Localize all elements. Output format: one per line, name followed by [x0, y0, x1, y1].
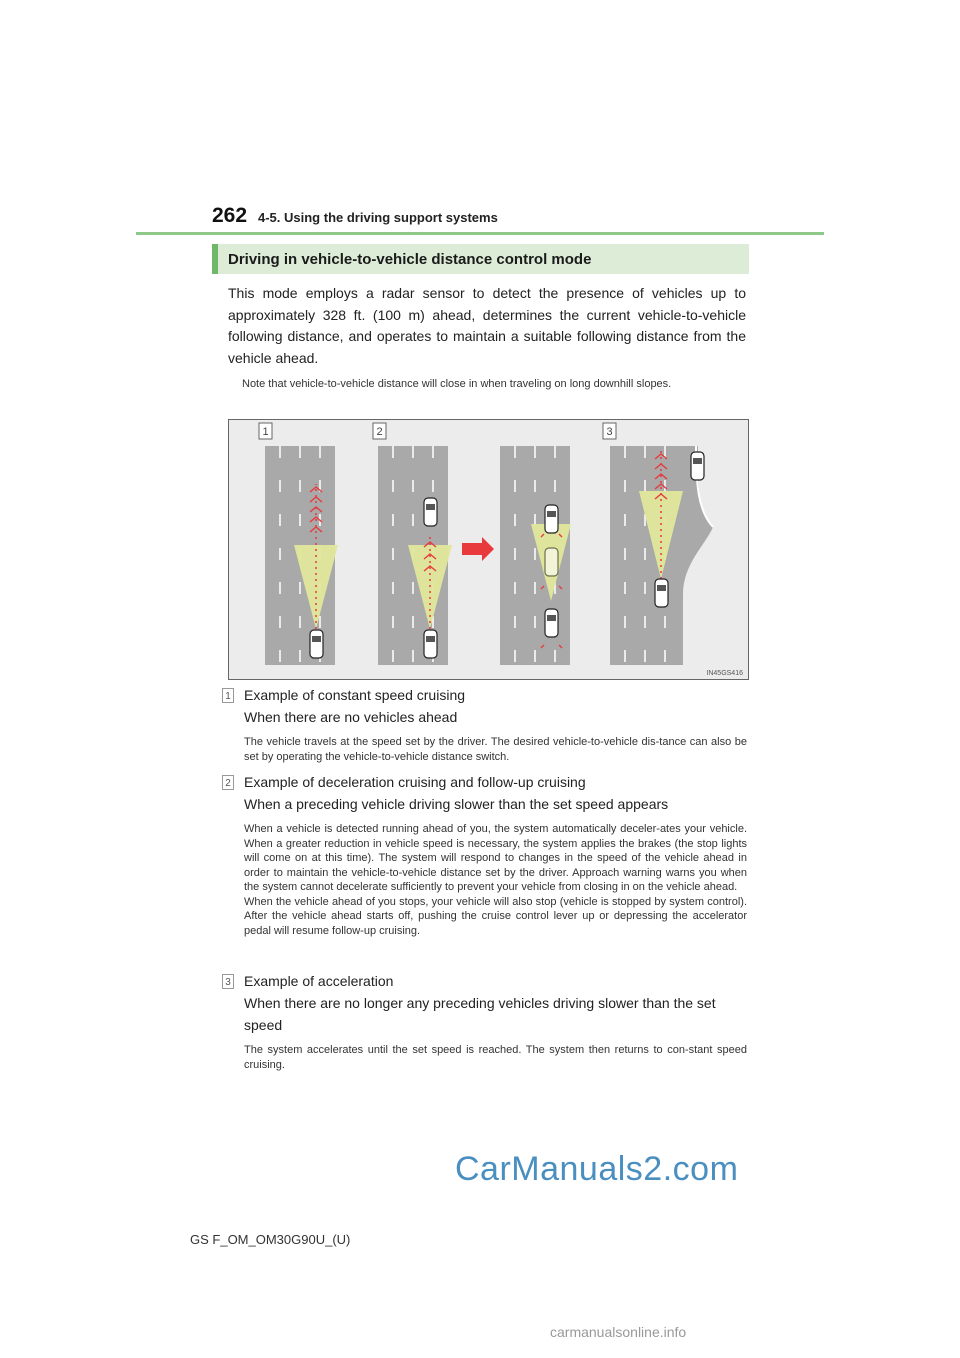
figure-label-2: 2 [376, 426, 383, 438]
own-car-3-window [657, 585, 666, 591]
item-3-description: The system accelerates until the set speed is reached. The system then returns to con-stant speed cruising. [244, 1044, 747, 1071]
lead-car-2b [545, 505, 558, 533]
item-1-number-badge: 1 [222, 688, 234, 703]
own-car-2b-ghost [545, 548, 558, 576]
header-rule [136, 232, 824, 235]
item-1-description: The vehicle travels at the speed set by the driver. The desired vehicle-to-vehicle dis-tance can also be set by operating the vehicle-to-vehicle distance switch. [244, 736, 747, 763]
section-breadcrumb: 4-5. Using the driving support systems [258, 210, 498, 225]
item-2-description: When a vehicle is detected running ahead of you, the system automatically deceler-ates your vehicle. When a greater reduction in vehicle speed is necessary, the system applies the brakes (the stop lights will come on at this time). The system will respond to changes in the speed of the vehicle ahead in order to maintain the vehicle-to-vehicle distance set by the driver. Approach warning warns you when the system cannot decelerate sufficiently to prevent your vehicle from closing in on the vehicle ahead. [244, 823, 747, 893]
page-number: 262 [212, 204, 248, 227]
own-car-3 [655, 579, 668, 607]
scene-2b [500, 446, 571, 665]
watermark-logo: CarManuals2.com [455, 1150, 739, 1188]
own-car-2b [545, 609, 558, 637]
watermark-url: carmanualsonline.info [550, 1324, 687, 1340]
item-2-subtitle: When a preceding vehicle driving slower than the set speed appears [244, 796, 669, 812]
section-header [212, 244, 749, 274]
scene-2 [378, 446, 452, 665]
lead-car-2b-window [547, 511, 556, 517]
lead-car-2-window [426, 504, 435, 510]
item-1-title: Example of constant speed cruising [244, 687, 466, 703]
exiting-car-3 [691, 452, 704, 480]
note-paragraph: Note that vehicle-to-vehicle distance will close in when traveling on long downhill slopes. [242, 378, 672, 390]
lead-car-2 [424, 498, 437, 526]
footer-code: GS F_OM_OM30G90U_(U) [190, 1232, 351, 1247]
own-car-2 [424, 630, 437, 658]
item-2-title: Example of deceleration cruising and follow-up cruising [244, 774, 586, 790]
item-2-description-2: When the vehicle ahead of you stops, your vehicle will also stop (vehicle is stopped by system control). After the vehicle ahead starts off, pushing the cruise control lever up or depressing the accelerator pedal will resume follow-up cruising. [244, 895, 747, 937]
item-3-title: Example of acceleration [244, 973, 394, 989]
own-car-1-window [312, 636, 321, 642]
figure-label-1: 1 [262, 426, 269, 438]
item-1-subtitle: When there are no vehicles ahead [244, 709, 458, 725]
figure-code: IN45GS416 [706, 670, 743, 677]
own-car-2-window [426, 636, 435, 642]
illustration-svg [228, 419, 749, 680]
section-title: Driving in vehicle-to-vehicle distance control mode [228, 251, 592, 268]
exiting-car-3-window [693, 458, 702, 464]
figure-label-3: 3 [606, 426, 613, 438]
item-2 [244, 771, 747, 938]
scene-1 [265, 446, 338, 665]
item-1 [244, 684, 747, 764]
item-3-subtitle: When there are no longer any preceding vehicles driving slower than the set speed [244, 995, 716, 1033]
item-3-number-badge: 3 [222, 974, 234, 989]
intro-paragraph: This mode employs a radar sensor to detect the presence of vehicles up to approximately 328 ft. (100 m) ahead, determines the current vehicle-to-vehicle following distance, and operates to maintain a suitable following distance from the vehicle ahead. [228, 285, 746, 366]
item-2-number-badge: 2 [222, 775, 234, 790]
own-car-1 [310, 630, 323, 658]
illustration-figure [228, 419, 749, 680]
item-3 [244, 970, 747, 1072]
own-car-2b-window [547, 615, 556, 621]
